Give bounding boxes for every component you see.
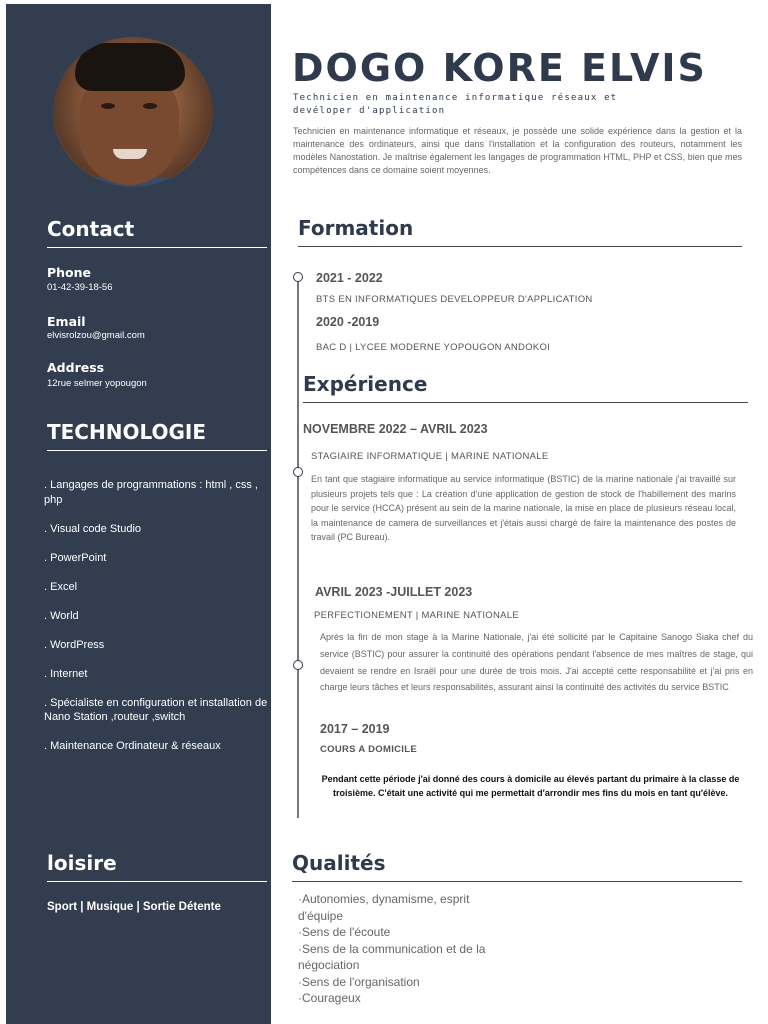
- address-label: Address: [47, 360, 105, 375]
- experience-role: COURS A DOMICILE: [320, 744, 417, 755]
- tech-item: . Excel: [44, 580, 78, 593]
- quality-item: ·Autonomies, dynamisme, esprit d'équipe: [298, 892, 470, 923]
- experience-description: Après la fin de mon stage à la Marine Nationale, j'ai été sollicité par le Capitaine Sanogo Siaka chef du service (BSTIC) pour assurer la continuité des opérations pendant l'absence de mes maîtres de stage, qui devaient se rendre en Israël pour une durée de trois mois. J'ai accepté cette responsabilité et j'ai pris en charge leurs tâches et leurs responsabilités, assurant ainsi la continuité des activités du service BSTIC: [320, 632, 753, 693]
- quality-item: ·Sens de la communication et de la négociation: [298, 941, 486, 972]
- technologie-list: [44, 478, 269, 754]
- sidebar: [6, 4, 271, 1024]
- loisire-heading: loisire: [47, 851, 267, 882]
- qualites-heading: Qualités: [292, 851, 742, 882]
- quality-item: ·Sens de l'écoute: [298, 925, 391, 939]
- quality-item: ·Courageux: [298, 991, 361, 1005]
- formation-years: 2021 - 2022: [316, 271, 383, 285]
- phone-value: 01-42-39-18-56: [47, 282, 113, 293]
- tech-item: . PowerPoint: [44, 551, 107, 564]
- formation-years: 2020 -2019: [316, 315, 380, 329]
- email-value[interactable]: elvisrolzou@gmail.com: [47, 330, 145, 341]
- tech-item: . Internet: [44, 667, 88, 680]
- profile-summary: Technicien en maintenance informatique et réseaux, je possède une solide expérience dans la gestion et la maintenance des ordinateurs, ainsi que dans l'installation et la configuration des routeurs, notamment les modèles Nanostation. Je maîtrise également les langages de programmation HTML, PHP et CSS, bien que mes compétences dans ce domaine soient moyennes.: [293, 126, 742, 175]
- experience-period: 2017 – 2019: [320, 722, 390, 736]
- timeline-dot: [293, 272, 303, 282]
- address-value: 12rue selmer yopougon: [47, 378, 147, 389]
- experience-period: AVRIL 2023 -JUILLET 2023: [315, 585, 473, 599]
- loisire-text: Sport | Musique | Sortie Détente: [47, 901, 221, 913]
- experience-period: NOVEMBRE 2022 – AVRIL 2023: [303, 422, 488, 436]
- email-label: Email: [47, 314, 86, 329]
- tech-item: . WordPress: [44, 638, 105, 651]
- formation-detail: BAC D | LYCEE MODERNE YOPOUGON ANDOKOI: [316, 342, 551, 353]
- technologie-heading: TECHNOLOGIE: [47, 420, 267, 451]
- timeline-dot: [293, 467, 303, 477]
- formation-detail: BTS EN INFORMATIQUES DEVELOPPEUR D'APPLICATION: [316, 294, 593, 305]
- phone-label: Phone: [47, 265, 92, 280]
- quality-item: ·Sens de l'organisation: [298, 974, 420, 989]
- candidate-name: DOGO KORE ELVIS: [292, 46, 707, 90]
- tech-item: . Spécialiste en configuration et installation de Nano Station ,routeur ,switch: [44, 696, 268, 723]
- timeline-dot: [293, 660, 303, 670]
- tech-item: . Langages de programmations : html , css , php: [44, 479, 258, 506]
- job-subtitle: Technicien en maintenance informatique réseaux et devéloper d'application: [293, 93, 618, 116]
- formation-heading: Formation: [298, 216, 742, 247]
- profile-photo: [53, 37, 213, 187]
- contact-heading: Contact: [47, 217, 267, 248]
- timeline-line: [297, 276, 299, 818]
- tech-item: . World: [44, 609, 79, 622]
- experience-role: PERFECTIONEMENT | MARINE NATIONALE: [314, 610, 519, 621]
- experience-description: Pendant cette période j'ai donné des cours à domicile au élevés partant du primaire à la classe de troisième. C'était une activité qui me permettait d'arrondir mes fins du mois en tant qu'élève.: [321, 774, 740, 798]
- experience-description: En tant que stagiaire informatique au service informatique (BSTIC) de la marine nationale j'ai travaillé sur plusieurs projets tels que : La création d'une application de gestion de stock de l'habillement des marins pour le service (HCCA) présent au sein de la marine nationale, la mise en place de plusieurs réseau local, la maintenance de camera de surveillances et j'étais aussi chargé de faire la maintenance des postes de travail (PC Bureau).: [311, 474, 736, 542]
- experience-role: STAGIAIRE INFORMATIQUE | MARINE NATIONALE: [311, 451, 549, 462]
- qualites-list: [298, 891, 498, 1007]
- tech-item: . Visual code Studio: [44, 522, 142, 535]
- experience-heading: Expérience: [303, 372, 748, 403]
- tech-item: . Maintenance Ordinateur & réseaux: [44, 740, 221, 752]
